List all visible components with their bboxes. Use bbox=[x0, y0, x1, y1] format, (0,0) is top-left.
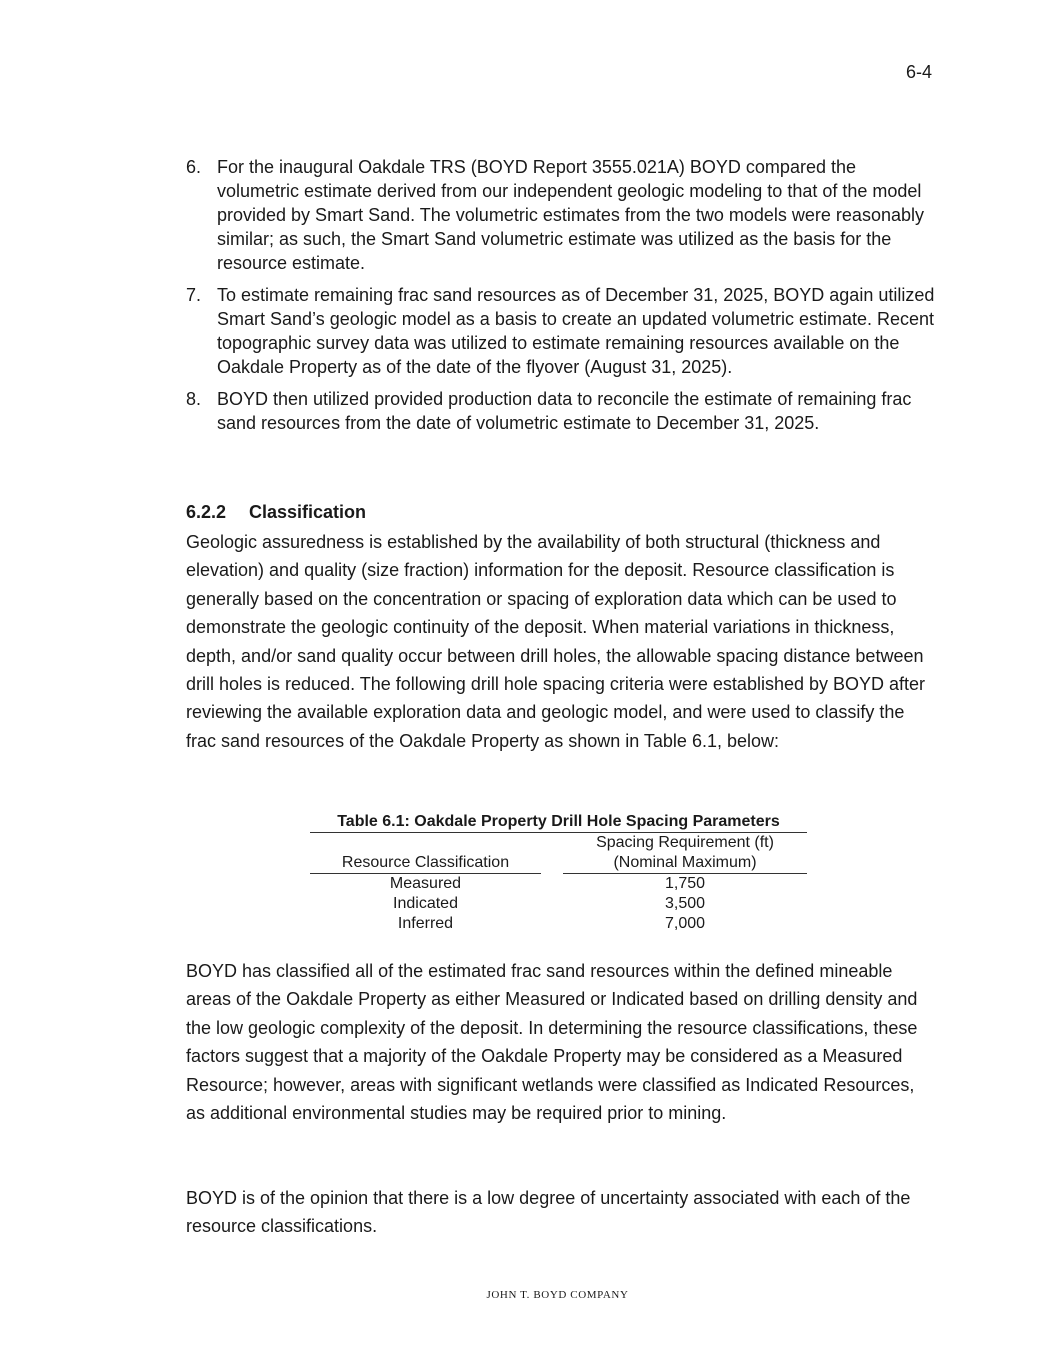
section-heading bbox=[186, 502, 366, 523]
table-row bbox=[310, 914, 807, 934]
list-item-text: BOYD then utilized provided production data to reconcile the estimate of remaining frac sand resources from the date of volumetric estimate to December 31, 2025. bbox=[217, 389, 912, 433]
section-title: Classification bbox=[249, 502, 367, 522]
spacing-cell: 7,000 bbox=[664, 915, 706, 932]
spacing-parameters-table bbox=[310, 812, 807, 934]
spacing-cell: 1,750 bbox=[664, 875, 706, 892]
list-item bbox=[186, 155, 936, 275]
column-header-spacing-line1: Spacing Requirement (ft) bbox=[596, 834, 774, 851]
table-row bbox=[310, 894, 807, 914]
list-item bbox=[186, 387, 936, 435]
list-item-number: 8. bbox=[186, 389, 202, 409]
page-footer: JOHN T. BOYD COMPANY bbox=[486, 1289, 629, 1301]
list-item-number: 6. bbox=[186, 157, 202, 177]
column-header-classification: Resource Classification bbox=[310, 833, 541, 874]
numbered-list bbox=[186, 155, 936, 443]
section-number: 6.2.2 bbox=[186, 502, 227, 522]
paragraph-uncertainty-opinion: BOYD is of the opinion that there is a low degree of uncertainty associated with each of the resource classifications. bbox=[186, 1188, 911, 1237]
list-item-number: 7. bbox=[186, 285, 202, 305]
column-header-spacing bbox=[563, 833, 807, 874]
list-item bbox=[186, 283, 936, 379]
classification-cell: Measured bbox=[389, 875, 462, 892]
page-number: 6-4 bbox=[905, 62, 932, 82]
table-header-row bbox=[310, 833, 807, 874]
classification-cell: Inferred bbox=[397, 915, 454, 932]
table-row bbox=[310, 874, 807, 894]
list-item-text: To estimate remaining frac sand resources as of December 31, 2025, BOYD again utilized Smart Sand’s geologic model as a basis to create an updated volumetric estimate. Recent topographic survey data was utilized to estimate remaining resources available on the Oakdale Property as of the date of the flyover (August 31, 2025). bbox=[217, 285, 935, 377]
column-header-spacing-line2: (Nominal Maximum) bbox=[613, 854, 757, 871]
paragraph-geologic-assuredness: Geologic assuredness is established by the availability of both structural (thickness and elevation) and quality (size fraction) information for the deposit. Resource classification is generally based on the concentration or spacing of exploration data which can be used to demonstrate the geologic continuity of the deposit. When material variations in thickness, depth, and/or sand quality occur between drill holes, the allowable spacing distance between drill holes is reduced. The following drill hole spacing criteria were established by BOYD after reviewing the available exploration data and geologic model, and were used to classify the frac sand resources of the Oakdale Property as shown in Table 6.1, below: bbox=[186, 532, 926, 751]
list-item-text: For the inaugural Oakdale TRS (BOYD Report 3555.021A) BOYD compared the volumetric estimate derived from our independent geologic modeling to that of the model provided by Smart Sand. The volumetric estimates from the two models were reasonably similar; as such, the Smart Sand volumetric estimate was utilized as the basis for the resource estimate. bbox=[217, 157, 924, 273]
paragraph-classification-summary: BOYD has classified all of the estimated frac sand resources within the defined mineable areas of the Oakdale Property as either Measured or Indicated based on drilling density and the low geologic complexity of the deposit. In determining the resource classifications, these factors suggest that a majority of the Oakdale Property may be considered as a Measured Resource; however, areas with significant wetlands were classified as Indicated Resources, as additional environmental studies may be required prior to mining. bbox=[186, 961, 918, 1124]
table-title: Table 6.1: Oakdale Property Drill Hole Spacing Parameters bbox=[310, 812, 807, 833]
classification-cell: Indicated bbox=[393, 895, 458, 912]
spacing-cell: 3,500 bbox=[664, 895, 706, 912]
